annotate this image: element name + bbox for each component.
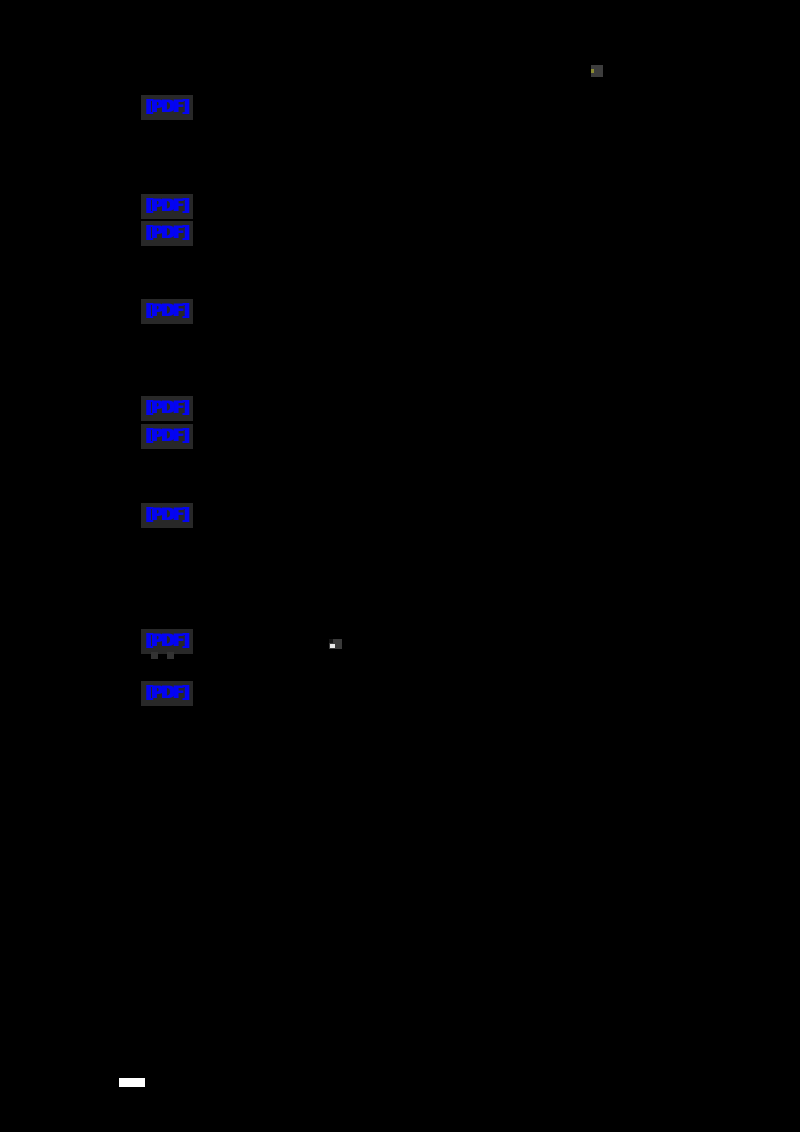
- link-descender-mark: [151, 652, 158, 659]
- reference-link-9[interactable]: [141, 681, 193, 706]
- inline-artifact-dark-speck: [329, 639, 333, 643]
- reference-link-label: [PDF]: [145, 301, 188, 321]
- reference-link-6[interactable]: [141, 424, 193, 449]
- inline-artifact-glyph: [329, 639, 342, 649]
- broken-image-icon: [591, 65, 603, 77]
- reference-link-3[interactable]: [141, 221, 193, 246]
- reference-link-label: [PDF]: [145, 426, 188, 446]
- reference-link-label: [PDF]: [145, 223, 188, 243]
- reference-link-label: [PDF]: [145, 505, 188, 525]
- link-descender-mark: [167, 652, 174, 659]
- reference-link-label: [PDF]: [145, 398, 188, 418]
- reference-link-7[interactable]: [141, 503, 193, 528]
- reference-link-8[interactable]: [141, 629, 193, 654]
- reference-link-label: [PDF]: [145, 631, 188, 651]
- reference-link-label: [PDF]: [145, 97, 188, 117]
- reference-link-4[interactable]: [141, 299, 193, 324]
- footer-mark: [119, 1078, 145, 1087]
- reference-link-5[interactable]: [141, 396, 193, 421]
- reference-link-label: [PDF]: [145, 683, 188, 703]
- reference-link-2[interactable]: [141, 194, 193, 219]
- reference-link-1[interactable]: [141, 95, 193, 120]
- reference-link-label: [PDF]: [145, 196, 188, 216]
- broken-image-marker: [591, 69, 594, 73]
- inline-artifact-white-speck: [330, 644, 335, 648]
